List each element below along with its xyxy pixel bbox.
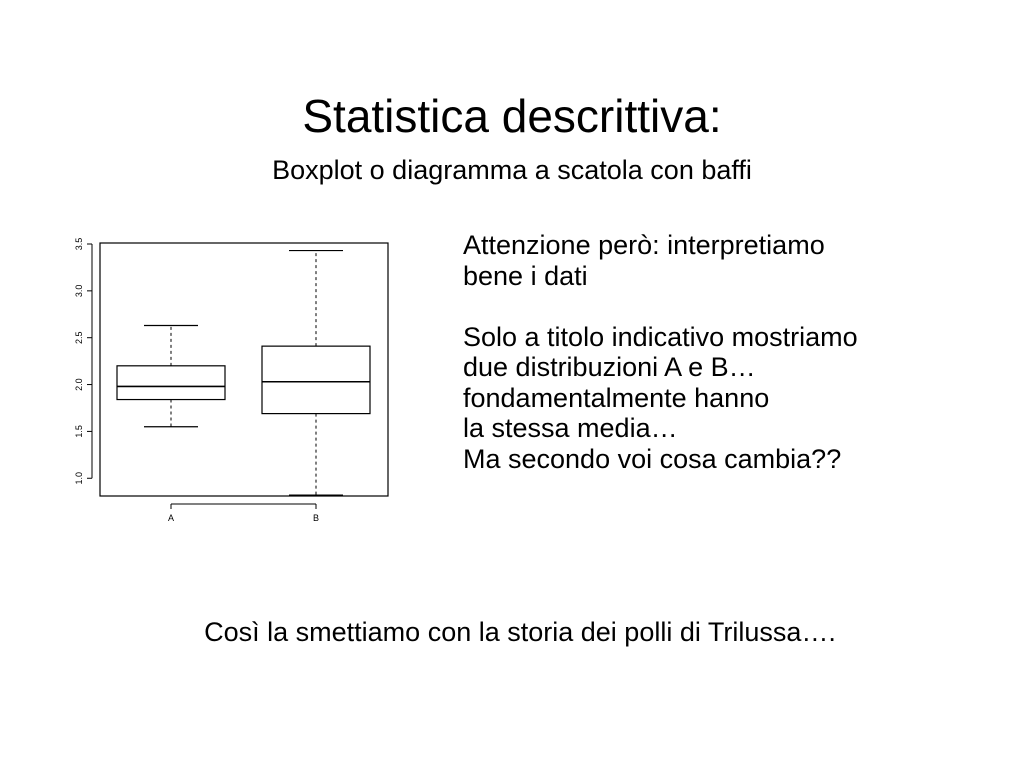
x-tick-label: B (312, 513, 320, 523)
boxplot-chart (60, 228, 400, 528)
y-tick-label: 1.0 (74, 472, 84, 485)
bottom-remark: Così la smettiamo con la storia dei polli di Trilussa…. (204, 617, 836, 647)
y-tick-label: 1.5 (74, 425, 84, 438)
paragraph-gap (463, 291, 1003, 322)
slide-subtitle: Boxplot o diagramma a scatola con baffi (272, 155, 752, 185)
boxplot-svg (60, 228, 400, 528)
y-tick-label: 3.5 (74, 237, 84, 251)
text-line: la stessa media… (463, 413, 678, 443)
text-line: Ma secondo voi cosa cambia?? (463, 443, 842, 474)
text-line: bene i dati (463, 260, 588, 291)
y-tick-label: 3.0 (74, 284, 84, 298)
y-tick-label: 2.0 (74, 378, 84, 391)
slide-title: Statistica descrittiva: (302, 90, 722, 142)
box-iqr (262, 346, 370, 413)
box-iqr (117, 366, 225, 400)
text-line: fondamentalmente hanno (463, 382, 770, 413)
explanation-text (463, 230, 1003, 474)
text-line: Attenzione però: interpretiamo (463, 230, 825, 260)
text-line: due distribuzioni A e B… (463, 352, 756, 382)
text-line: Solo a titolo indicativo mostriamo (463, 321, 858, 352)
y-tick-label: 2.5 (74, 331, 84, 344)
x-tick-label: A (167, 513, 175, 523)
